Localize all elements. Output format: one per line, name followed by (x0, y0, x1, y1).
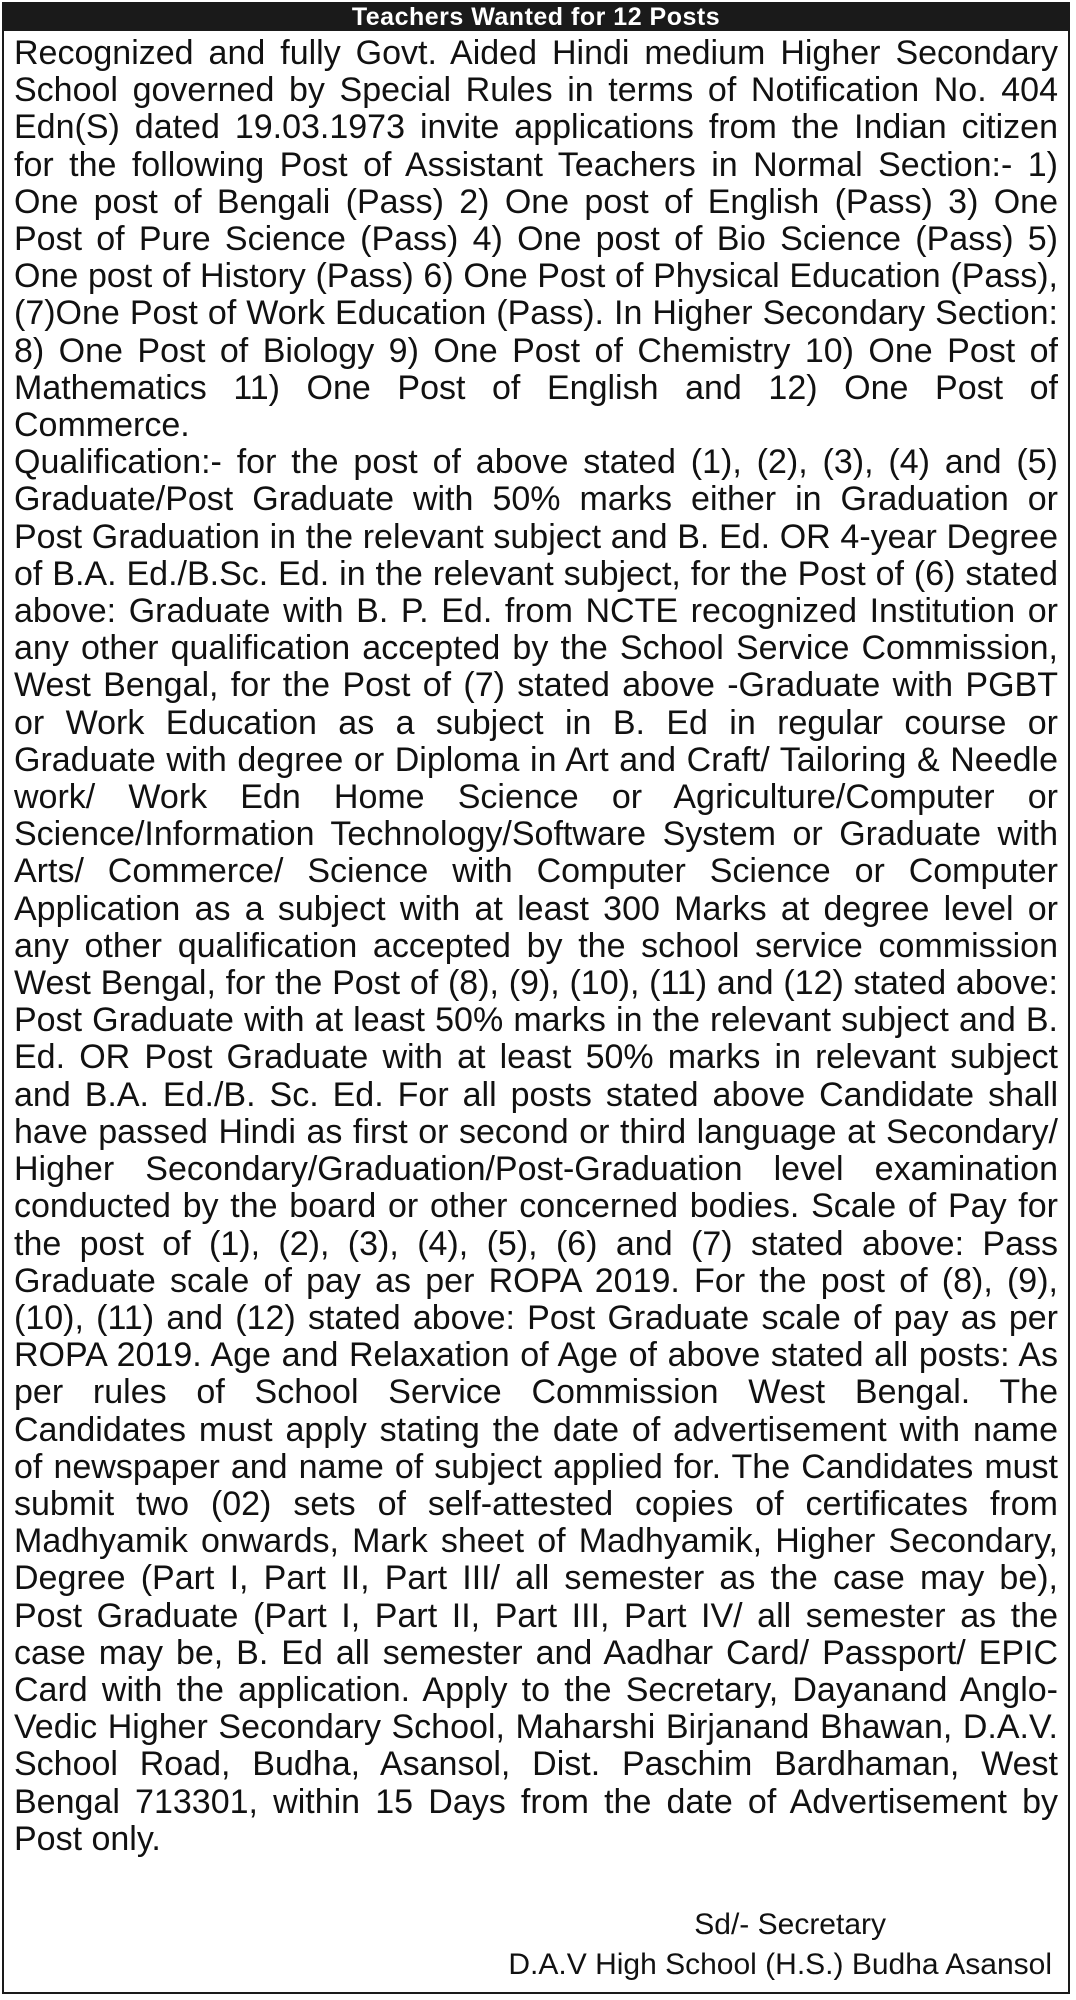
signature-title: Sd/- Secretary (694, 1908, 886, 1941)
advertisement-body (4, 31, 1068, 1858)
advertisement-header: Teachers Wanted for 12 Posts (4, 4, 1068, 31)
job-advertisement (2, 2, 1070, 1994)
posts-paragraph: Recognized and fully Govt. Aided Hindi medium Higher Secondary School governed by Special Rules in terms of Notification No. 404 Edn(S) dated 19.03.1973 invite applications from the Indian citizen for the following Post of Assistant Teachers in Normal Section:- 1) One post of Bengali (Pass) 2) One post of English (Pass) 3) One Post of Pure Science (Pass) 4) One post of Bio Science (Pass) 5) One post of History (Pass) 6) One Post of Physical Education (Pass), (7)One Post of Work Education (Pass). In Higher Secondary Section: 8) One Post of Biology 9) One Post of Chemistry 10) One Post of Mathematics 11) One Post of English and 12) One Post of Commerce. (14, 34, 1058, 445)
qualification-paragraph: Qualification:- for the post of above stated (1), (2), (3), (4) and (5) Graduate/Post Graduate with 50% marks either in Graduation or Post Graduation in the relevant subject and B. Ed. OR 4-year Degree of B.A. Ed./B.Sc. Ed. in the relevant subject, for the Post of (6) stated above: Graduate with B. P. Ed. from NCTE recognized Institution or any other qualification accepted by the School Service Commission, West Bengal, for the Post of (7) stated above -Graduate with PGBT or Work Education as a subject in B. Ed in regular course or Graduate with degree or Diploma in Art and Craft/ Tailoring & Needle work/ Work Edn Home Science or Agriculture/Computer or Science/Information Technology/Software System or Graduate with Arts/ Commerce/ Science with Computer Science or Computer Application as a subject with at least 300 Marks at degree level or any other qualification accepted by the school service commission West Bengal, for the Post of (8), (9), (10), (11) and (12) stated above: Post Graduate with at least 50% marks in the relevant subject and B. Ed. OR Post Graduate with at least 50% marks in relevant subject and B.A. Ed./B. Sc. Ed. For all posts stated above Candidate shall have passed Hindi as first or second or third language at Secondary/ Higher Secondary/Graduation/Post-Graduation level examination conducted by the board or other concerned bodies. Scale of Pay for the post of (1), (2), (3), (4), (5), (6) and (7) stated above: Pass Graduate scale of pay as per ROPA 2019. For the post of (8), (9), (10), (11) and (12) stated above: Post Graduate scale of pay as per ROPA 2019. Age and Relaxation of Age of above stated all posts: As per rules of School Service Commission West Bengal. The Candidates must apply stating the date of advertisement with name of newspaper and name of subject applied for. The Candidates must submit two (02) sets of self-attested copies of certificates from Madhyamik onwards, Mark sheet of Madhyamik, Higher Secondary, Degree (Part I, Part II, Part III/ all semester as the case may be), Post Graduate (Part I, Part II, Part III, Part IV/ all semester as the case may be, B. Ed all semester and Aadhar Card/ Passport/ EPIC Card with the application. Apply to the Secretary, Dayanand Anglo-Vedic Higher Secondary School, Maharshi Birjanand Bhawan, D.A.V. School Road, Budha, Asansol, Dist. Paschim Bardhaman, West Bengal 713301, within 15 Days from the date of Advertisement by Post only. (14, 443, 1058, 1858)
signature-school: D.A.V High School (H.S.) Budha Asansol (508, 1948, 1052, 1981)
